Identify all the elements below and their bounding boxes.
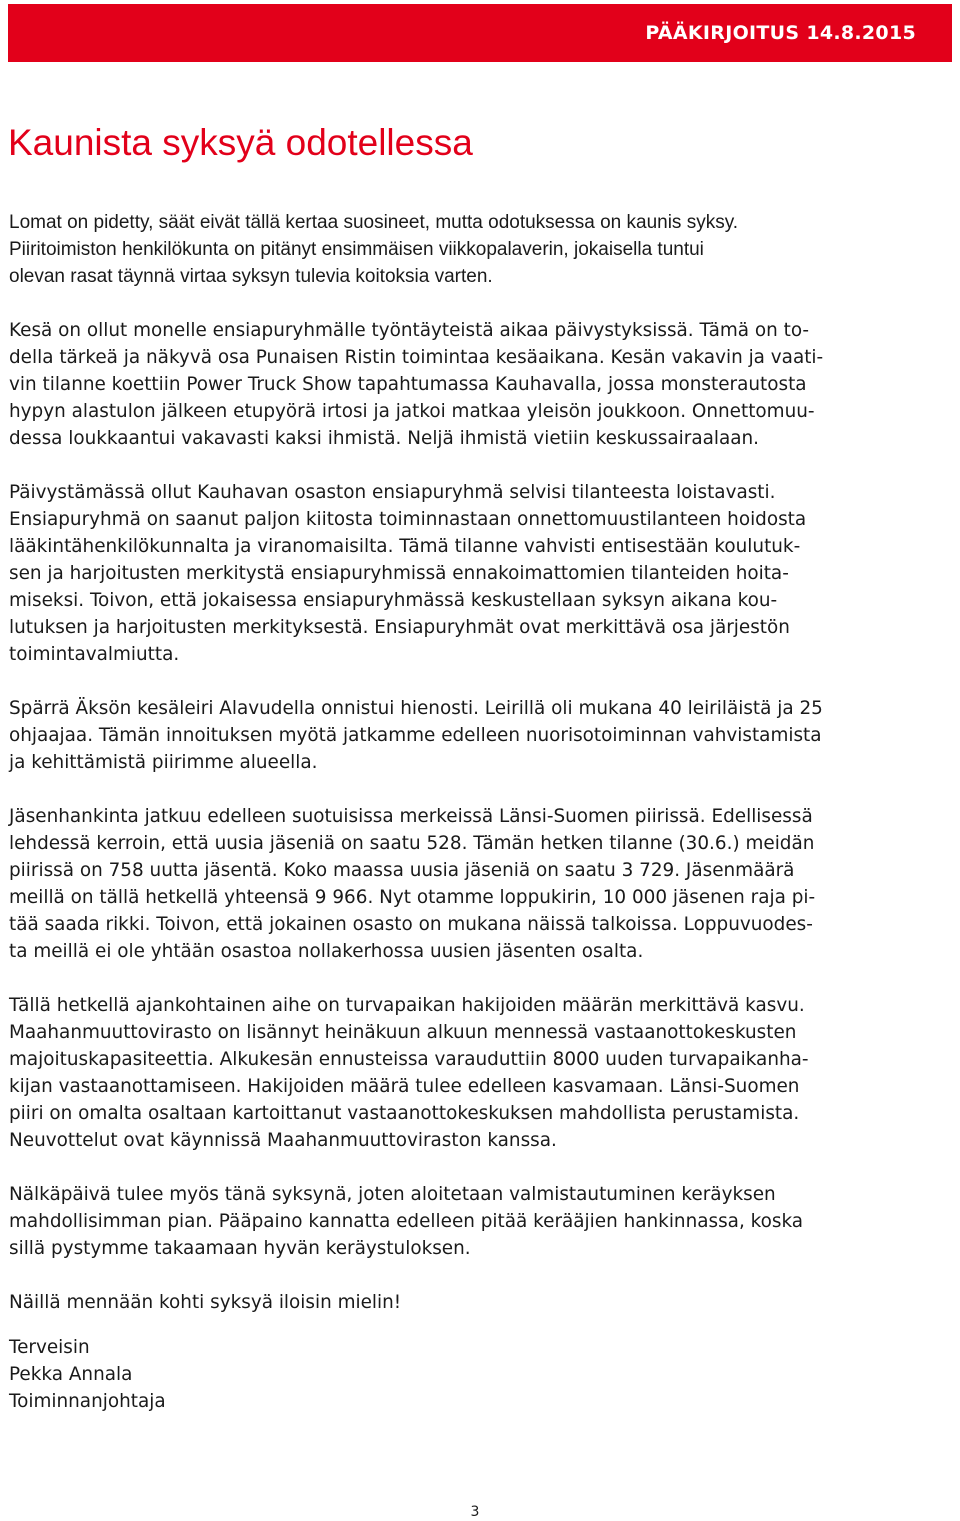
text-line: ja kehittämistä piirimme alueella.: [9, 752, 318, 773]
text-line: majoituskapasiteettia. Alkukesän ennusteissa varauduttiin 8000 uuden turvapaikanha-: [9, 1049, 809, 1070]
text-line: Lomat on pidetty, säät eivät tällä kertaa suosineet, mutta odotuksessa on kaunis syksy.: [9, 212, 739, 233]
text-line: toimintavalmiutta.: [9, 644, 180, 665]
text-line: Nälkäpäivä tulee myös tänä syksynä, joten aloitetaan valmistautuminen keräyksen: [9, 1184, 776, 1205]
text-line: Spärrä Äksön kesäleiri Alavudella onnistui hienosti. Leirillä oli mukana 40 leiriläistä ja 25: [9, 698, 823, 719]
text-line: Neuvottelut ovat käynnissä Maahanmuuttoviraston kanssa.: [9, 1130, 557, 1151]
paragraph: [9, 317, 953, 452]
text-line: miseksi. Toivon, että jokaisessa ensiapuryhmässä keskustellaan syksyn aikana kou-: [9, 590, 778, 611]
text-line: Ensiapuryhmä on saanut paljon kiitosta toiminnastaan onnettomuustilanteen hoidosta: [9, 509, 807, 530]
text-line: ta meillä ei ole yhtään osastoa nollakerhossa uusien jäsenten osalta.: [9, 941, 644, 962]
text-line: lääkintähenkilökunnalta ja viranomaisilta. Tämä tilanne vahvisti entisestään koulutuk-: [9, 536, 801, 557]
text-line: della tärkeä ja näkyvä osa Punaisen Ristin toimintaa kesäaikana. Kesän vakavin ja vaati-: [9, 347, 824, 368]
text-line: meillä on tällä hetkellä yhteensä 9 966. Nyt otamme loppukirin, 10 000 jäsenen raja pi-: [9, 887, 816, 908]
text-line: vin tilanne koettiin Power Truck Show tapahtumassa Kauhavalla, jossa monsterautosta: [9, 374, 807, 395]
signature-name: Pekka Annala: [9, 1364, 133, 1385]
text-line: lehdessä kerroin, että uusia jäseniä on saatu 528. Tämän hetken tilanne (30.6.) meidän: [9, 833, 815, 854]
text-line: Päivystämässä ollut Kauhavan osaston ensiapuryhmä selvisi tilanteesta loistavasti.: [9, 482, 776, 503]
text-line: hypyn alastulon jälkeen etupyörä irtosi ja jatkoi matkaa yleisön joukkoon. Onnettomuu-: [9, 401, 815, 422]
text-line: dessa loukkaantui vakavasti kaksi ihmistä. Neljä ihmistä vietiin keskussairaalaan.: [9, 428, 760, 449]
signature-greeting: Terveisin: [9, 1337, 90, 1358]
text-line: Piiritoimiston henkilökunta on pitänyt ensimmäisen viikkopalaverin, jokaisella tuntui: [9, 239, 704, 260]
paragraph: [9, 992, 953, 1154]
paragraph: [9, 479, 953, 668]
text-line: Jäsenhankinta jatkuu edelleen suotuisissa merkeissä Länsi-Suomen piirissä. Edellisessä: [9, 806, 813, 827]
header-label: PÄÄKIRJOITUS 14.8.2015: [645, 22, 916, 44]
text-line: olevan rasat täynnä virtaa syksyn tulevia koitoksia varten.: [9, 266, 493, 287]
header-bar: [8, 4, 952, 62]
paragraph: [9, 1289, 953, 1316]
text-line: Maahanmuuttovirasto on lisännyt heinäkuun alkuun mennessä vastaanottokeskusten: [9, 1022, 797, 1043]
text-line: piirissä on 758 uutta jäsentä. Koko maassa uusia jäseniä on saatu 3 729. Jäsenmäärä: [9, 860, 795, 881]
text-line: Tällä hetkellä ajankohtainen aihe on turvapaikan hakijoiden määrän merkittävä kasvu.: [9, 995, 805, 1016]
signature-block: [9, 1334, 166, 1415]
text-line: tää saada rikki. Toivon, että jokainen osasto on mukana näissä talkoissa. Loppuvuodes-: [9, 914, 813, 935]
text-line: Näillä mennään kohti syksyä iloisin mielin!: [9, 1292, 402, 1313]
article-body: [9, 209, 953, 1343]
text-line: ohjaajaa. Tämän innoituksen myötä jatkamme edelleen nuorisotoiminnan vahvistamista: [9, 725, 822, 746]
paragraph: [9, 1181, 953, 1262]
text-line: sen ja harjoitusten merkitystä ensiapuryhmissä ennakoimattomien tilanteiden hoita-: [9, 563, 789, 584]
text-line: kijan vastaanottamiseen. Hakijoiden määrä tulee edelleen kasvamaan. Länsi-Suomen: [9, 1076, 800, 1097]
text-line: Kesä on ollut monelle ensiapuryhmälle työntäyteistä aikaa päivystyksissä. Tämä on to-: [9, 320, 810, 341]
article-title: Kaunista syksyä odotellessa: [8, 122, 473, 163]
paragraph: [9, 209, 953, 290]
paragraph: [9, 695, 953, 776]
page-number: 3: [470, 1504, 480, 1520]
signature-role: Toiminnanjohtaja: [9, 1391, 166, 1412]
text-line: lutuksen ja harjoitusten merkityksestä. Ensiapuryhmät ovat merkittävä osa järjestön: [9, 617, 790, 638]
paragraph: [9, 803, 953, 965]
text-line: piiri on omalta osaltaan kartoittanut vastaanottokeskuksen mahdollista perustamista.: [9, 1103, 800, 1124]
text-line: mahdollisimman pian. Pääpaino kannatta edelleen pitää kerääjien hankinnassa, koska: [9, 1211, 804, 1232]
text-line: sillä pystymme takaamaan hyvän keräystuloksen.: [9, 1238, 471, 1259]
